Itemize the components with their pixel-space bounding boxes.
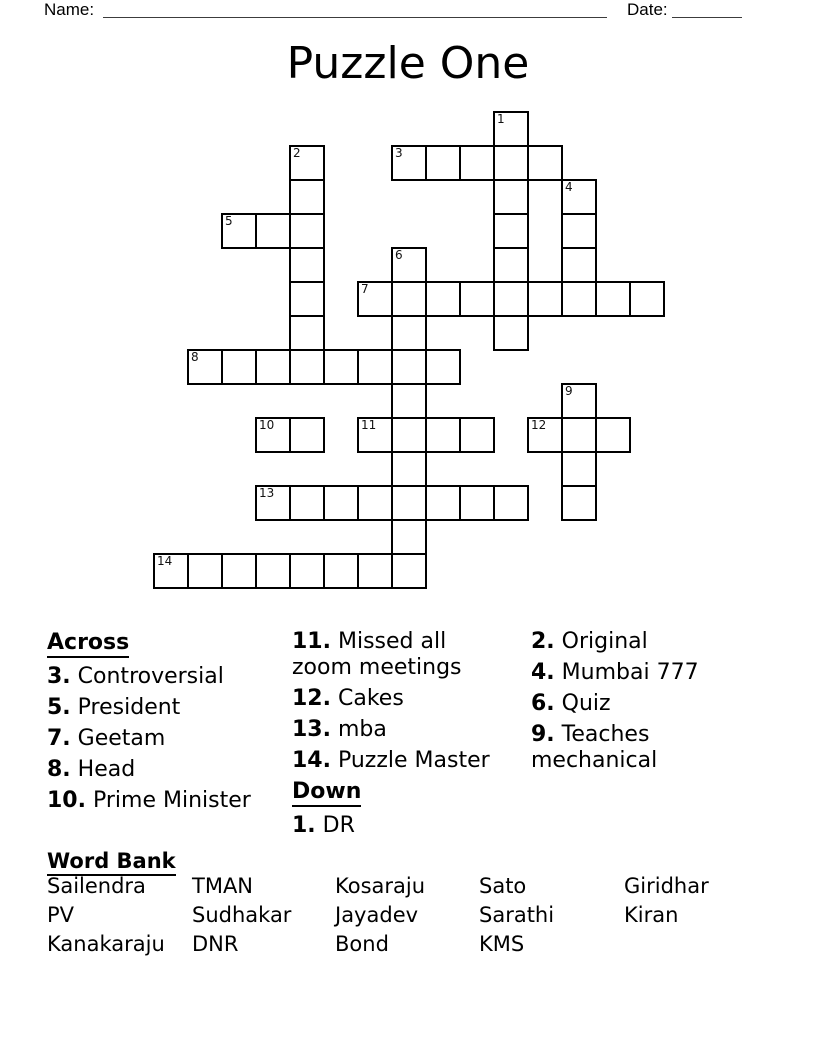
grid-cell[interactable] (289, 281, 325, 317)
grid-cell[interactable] (425, 145, 461, 181)
grid-cell[interactable] (221, 213, 257, 249)
grid-cell[interactable] (323, 553, 359, 589)
clues-column-across (47, 630, 292, 819)
cell-number: 7 (361, 282, 369, 296)
grid-cell[interactable] (561, 451, 597, 487)
clues-column-middle (292, 629, 497, 844)
grid-cell[interactable] (391, 485, 427, 521)
cell-number: 12 (531, 418, 547, 432)
grid-cell[interactable] (391, 553, 427, 589)
clue-text: Cakes (337, 686, 404, 711)
down-heading (292, 779, 497, 805)
word-bank-word: Kosaraju (335, 874, 426, 898)
word-bank-word: TMAN (192, 874, 254, 898)
clue-across-10 (47, 788, 292, 814)
word-bank-word: Bond (335, 932, 389, 956)
grid-cell[interactable] (391, 417, 427, 453)
grid-cell[interactable] (187, 349, 223, 385)
grid-cell[interactable] (289, 179, 325, 215)
grid-cell[interactable] (289, 247, 325, 283)
grid-cell[interactable] (561, 383, 597, 419)
grid-cell[interactable] (255, 485, 291, 521)
clue-text: Quiz (561, 691, 611, 716)
word-bank-word: PV (47, 903, 75, 927)
clue-number: 1. (292, 813, 316, 838)
clue-across-11 (292, 629, 497, 681)
clue-text: Head (77, 757, 136, 782)
grid-cell[interactable] (391, 451, 427, 487)
clue-down-1 (292, 813, 497, 839)
grid-cell[interactable] (357, 485, 393, 521)
clue-number: 11. (292, 629, 331, 654)
cell-number: 4 (565, 180, 573, 194)
down-heading-text: Down (292, 779, 361, 807)
grid-cell[interactable] (255, 553, 291, 589)
grid-cell[interactable] (527, 281, 563, 317)
grid-cell[interactable] (255, 349, 291, 385)
clues-column-down (531, 629, 721, 779)
cell-number: 8 (191, 350, 199, 364)
grid-cell[interactable] (391, 383, 427, 419)
clue-text: DR (322, 813, 355, 838)
grid-cell[interactable] (561, 247, 597, 283)
clue-number: 5. (47, 695, 71, 720)
puzzle-title: Puzzle One (286, 38, 530, 89)
word-bank-word: Sato (479, 874, 527, 898)
grid-cell[interactable] (493, 247, 529, 283)
word-bank-word: Kanakaraju (47, 932, 165, 956)
clue-across-14 (292, 748, 497, 774)
grid-cell[interactable] (153, 553, 189, 589)
grid-cell[interactable] (391, 281, 427, 317)
cell-number: 3 (395, 146, 403, 160)
clue-across-8 (47, 757, 292, 783)
clue-text: Geetam (77, 726, 166, 751)
cell-number: 13 (259, 486, 275, 500)
grid-cell[interactable] (255, 213, 291, 249)
word-bank-word: Sailendra (47, 874, 146, 898)
grid-cell[interactable] (493, 179, 529, 215)
clue-text: Controversial (77, 664, 224, 689)
word-bank (47, 872, 769, 959)
clue-number: 3. (47, 664, 71, 689)
grid-cell[interactable] (459, 145, 495, 181)
clue-text: Missed all zoom meetings (292, 629, 462, 680)
word-bank-heading-text: Word Bank (47, 849, 176, 876)
grid-cell[interactable] (323, 349, 359, 385)
clue-across-3 (47, 664, 292, 690)
grid-cell[interactable] (425, 349, 461, 385)
grid-cell[interactable] (561, 213, 597, 249)
clue-number: 13. (292, 717, 331, 742)
grid-cell[interactable] (629, 281, 665, 317)
grid-cell[interactable] (493, 145, 529, 181)
grid-cell[interactable] (595, 281, 631, 317)
cell-number: 1 (497, 112, 505, 126)
cell-number: 2 (293, 146, 301, 160)
clue-number: 2. (531, 629, 555, 654)
clue-number: 6. (531, 691, 555, 716)
grid-cell[interactable] (493, 315, 529, 351)
cell-number: 6 (395, 248, 403, 262)
grid-cell[interactable] (459, 485, 495, 521)
grid-cell[interactable] (527, 417, 563, 453)
clue-text: Mumbai 777 (561, 660, 699, 685)
clue-text: Puzzle Master (337, 748, 490, 773)
clue-number: 8. (47, 757, 71, 782)
grid-cell[interactable] (187, 553, 223, 589)
clue-number: 12. (292, 686, 331, 711)
across-heading-text: Across (47, 630, 129, 658)
grid-cell[interactable] (425, 485, 461, 521)
word-bank-word: KMS (479, 932, 525, 956)
grid-cell[interactable] (289, 485, 325, 521)
grid-cell[interactable] (289, 349, 325, 385)
grid-cell[interactable] (561, 417, 597, 453)
name-label: Name: (44, 0, 95, 19)
word-bank-word: Sudhakar (192, 903, 292, 927)
clue-down-6 (531, 691, 721, 717)
grid-cell[interactable] (221, 553, 257, 589)
word-bank-word: Sarathi (479, 903, 555, 927)
across-heading (47, 630, 292, 656)
word-bank-word: Giridhar (624, 874, 709, 898)
grid-cell[interactable] (357, 417, 393, 453)
clue-number: 4. (531, 660, 555, 685)
grid-cell[interactable] (391, 145, 427, 181)
clue-text: mba (337, 717, 387, 742)
cell-number: 9 (565, 384, 573, 398)
grid-cell[interactable] (357, 281, 393, 317)
clue-across-7 (47, 726, 292, 752)
grid-cell[interactable] (595, 417, 631, 453)
grid-cell[interactable] (289, 553, 325, 589)
clue-across-13 (292, 717, 497, 743)
word-bank-word: DNR (192, 932, 239, 956)
word-bank-word (624, 930, 769, 959)
grid-cell[interactable] (391, 247, 427, 283)
clue-across-5 (47, 695, 292, 721)
grid-cell[interactable] (357, 349, 393, 385)
grid-cell[interactable] (391, 315, 427, 351)
clue-text: Original (561, 629, 648, 654)
grid-cell[interactable] (459, 417, 495, 453)
cell-number: 14 (157, 554, 173, 568)
clue-number: 10. (47, 788, 86, 813)
clue-text: Prime Minister (92, 788, 251, 813)
grid-cell[interactable] (391, 349, 427, 385)
grid-cell[interactable] (289, 417, 325, 453)
word-bank-heading (47, 848, 176, 874)
grid-cell[interactable] (561, 485, 597, 521)
grid-cell[interactable] (289, 145, 325, 181)
word-bank-word: Kiran (624, 903, 679, 927)
clue-number: 9. (531, 722, 555, 747)
grid-cell[interactable] (527, 145, 563, 181)
clue-down-2 (531, 629, 721, 655)
grid-cell[interactable] (289, 213, 325, 249)
cell-number: 10 (259, 418, 275, 432)
grid-cell[interactable] (323, 485, 359, 521)
grid-cell[interactable] (561, 179, 597, 215)
grid-cell[interactable] (221, 349, 257, 385)
clue-number: 7. (47, 726, 71, 751)
grid-cell[interactable] (289, 315, 325, 351)
clue-across-12 (292, 686, 497, 712)
grid-cell[interactable] (493, 111, 529, 147)
clue-down-4 (531, 660, 721, 686)
grid-cell[interactable] (357, 553, 393, 589)
grid-cell[interactable] (561, 281, 597, 317)
cell-number: 11 (361, 418, 377, 432)
clue-text: President (77, 695, 181, 720)
date-label: Date: (627, 0, 668, 19)
grid-cell[interactable] (493, 485, 529, 521)
cell-number: 5 (225, 214, 233, 228)
word-bank-word: Jayadev (335, 903, 419, 927)
grid-cell[interactable] (391, 519, 427, 555)
clue-number: 14. (292, 748, 331, 773)
grid-cell[interactable] (425, 417, 461, 453)
grid-cell[interactable] (425, 281, 461, 317)
grid-cell[interactable] (255, 417, 291, 453)
clue-text: Teaches mechanical (531, 722, 658, 773)
grid-cell[interactable] (459, 281, 495, 317)
grid-cell[interactable] (493, 281, 529, 317)
grid-cell[interactable] (493, 213, 529, 249)
clue-down-9 (531, 722, 721, 774)
